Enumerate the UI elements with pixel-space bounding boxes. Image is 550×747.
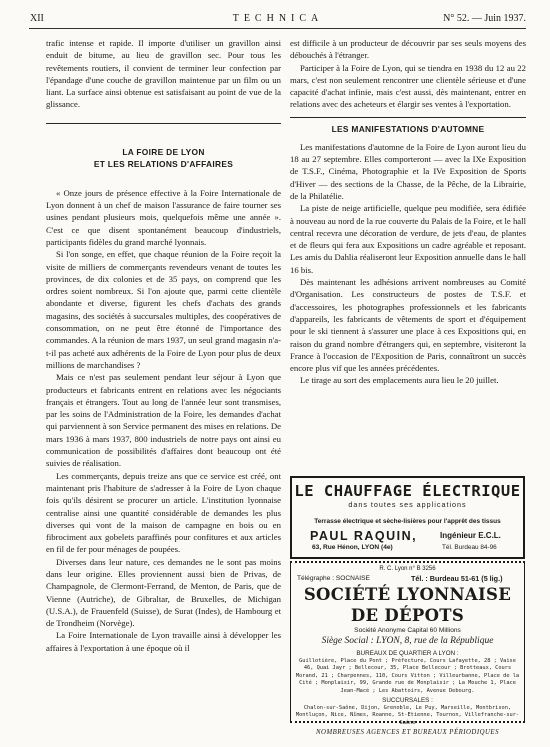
paragraph: « Onze jours de présence effective à la Foire Internationale de Lyon donnent à un chef de maison l'assurance de faire tourner ses usines pendant plusieurs mois, quelquefois même une année ». C'est ce que disent spontanément beaucoup d'industriels, participants fidèles du grand marché lyonnais. <box>46 187 281 247</box>
ad-address-row <box>292 543 523 553</box>
succursales-title: SUCCURSALES : <box>382 697 433 705</box>
advertisement-chauffage <box>290 476 525 559</box>
ad-tagline: dans toutes ses applications <box>348 500 467 509</box>
bank-name: SOCIÉTÉ LYONNAISE DE DÉPOTS <box>303 585 512 625</box>
journal-title: TECHNICA <box>232 13 324 24</box>
page-number: XII <box>30 13 44 24</box>
bank-footer: NOMBREUSES AGENCES ET BUREAUX PÉRIODIQUES <box>316 729 499 737</box>
ad-headline: LE CHAUFFAGE ÉLECTRIQUE <box>294 482 521 500</box>
right-column <box>290 37 526 387</box>
ad-qualification: Ingénieur E.C.L. <box>440 531 501 540</box>
section-title: LA FOIRE DE LYON <box>122 146 205 157</box>
paragraph: Dès maintenant les adhésions arrivent nombreuses au Comité d'Organisation. Les constructeurs de postes de T.S.F. et d'accessoires, les photographes professionnels et les fabricants d'appareils, les fabricants de vêtements de sport et d'équipement pour le ski tiennent à s'assurer une place à ces Expositions qui, en raison du grand nombre d'étrangers qui, en septembre, visiteront la France à l'occasion de l'Exposition de Paris, connaîtront un succès encore plus vif que les années précédentes. <box>290 277 526 374</box>
intro-paragraph: trafic intense et rapide. Il importe d'utiliser un gravillon ainsi enduit de bitume, au lieu de gravillon sec. Pour tous les revêtements routiers, il convient de terminer leur confection par l'épandage d'une couche de gravillon maintenue par un film ou un liant. La surface ainsi obtenue est satisfaisant au point de vue de la glissance. <box>46 38 281 110</box>
paragraph: Si l'on songe, en effet, que chaque réunion de la Foire reçoit la visite de milliers de commerçants revendeurs venant de toutes les provinces, de dix colonies et de 35 pays, on comprend que les ordres soient nombreux. Si l'on ajoute que, parmi cette clientèle abondante et diverse, figurent les chefs d'achats des grands magasins, des sociétés à succursales multiples, des coopératives de consommation, on ne peut être étonné de l'importance des commandes. A la réunion de mars 1937, un seul grand magasin n'a-t-il pas acheté aux adhérents de la Foire de Lyon pour plus de deux millions de marchandises ? <box>46 249 281 370</box>
header-rule <box>29 28 526 29</box>
ad-telephone: Tél. Burdeau 84-96 <box>442 544 497 551</box>
ad-contact-row <box>291 573 524 584</box>
paragraph: Participer à la Foire de Lyon, qui se tiendra en 1938 du 12 au 22 mars, c'est non seulement rencontrer une clientèle sérieuse et d'une capacité d'achat infinie, mais c'est aussi, dès maintenant, entrer en relations avec des acheteurs et élargir ses ventes à l'exportation. <box>290 62 526 110</box>
ad-line: Terrasse électrique et sèche-lisières pour l'apprêt des tissus <box>314 518 501 525</box>
ad-telephone: Tél. : Burdeau 51-61 (5 lig.) <box>411 574 503 583</box>
paragraph: Les manifestations d'automne de la Foire de Lyon auront lieu du 18 au 27 septembre. Elles comporteront — avec la IXe Exposition de T.S.F., Cinéma, Photographie et la IVe Exposition de Sports d'Hiver — des sections de la Chasse, de la Pêche, de la Librairie, de la Philatélie. <box>290 141 526 201</box>
paragraph: La piste de neige artificielle, quelque peu modifiée, sera édifiée à nouveau au nord de la rue couverte du Palais de la Foire, et le hall central recevra une décoration de verdure, de jets d'eau, de plantes et de fleurs qui fera aux Expositions un cadre agréable et reposant. Les amis du Dahlia réaliseront leur Exposition annuelle dans le hall 16 bis. <box>290 203 526 275</box>
running-header <box>30 11 526 27</box>
section-title: ET LES RELATIONS D'AFFAIRES <box>93 158 234 169</box>
bank-capital: Société Anonyme Capital 60 Millions <box>354 627 461 634</box>
left-column <box>46 37 281 654</box>
section-title: LES MANIFESTATIONS D'AUTOMNE <box>331 123 485 134</box>
bureaux-text: Guillotière, Place du Pont ; Préfecture, Cours Lafayette, 28 ; Vaise 46, Quai Jayr ; Bellecour, 35, Place Bellecour ; Brotteaux, Cours Morand, 21 ; Charpennes, 110, Cours Vitton ; Villeurbanne, Place de la Cité ; Monplaisir, 99, Grande rue de Monplaisir ; La Mouche 1, Place Jean-Macé ; Les Abattoirs, Avenue Debourg. <box>295 658 520 694</box>
bank-siege: Siège Social : LYON, 8, rue de la République <box>321 636 494 646</box>
ad-name-row <box>292 529 523 543</box>
paragraph: Le tirage au sort des emplacements aura lieu le 20 juillet. <box>300 375 499 386</box>
paragraph: Mais ce n'est pas seulement pendant leur séjour à Lyon que producteurs et fabricants entrent en relations avec les négociants français et étrangers. Tout au long de l'année leur sont transmises, par les soins de l'Administration de la Foire, les demandes d'achat qui parviennent à son Service permanent des mises en relations. De mars 1936 à mars 1937, 800 industriels de notre pays ont ainsi eu communication de possibilités d'affaires dont beaucoup ont été suivies de réalisation. <box>46 372 281 469</box>
ad-telegraphe: Télégraphe : SOCNAISE <box>297 575 370 582</box>
ad-registre: R. C. Lyon n° B 3256 <box>379 566 436 572</box>
intro-paragraph: est difficile à un producteur de découvrir par ses seuls moyens des débouchés à l'étranger. <box>290 38 526 61</box>
paragraph: Diverses dans leur nature, ces demandes ne le sont pas moins dans leur origine. Elles proviennent aussi bien de Privas, de Champagnole, de Clermont-Ferrand, de Menton, de Paris, que de Vienne (Autriche), de Gibraltar, de Bruxelles, de Michigan (U.S.A.), de Frauenfeld (Suisse), de Surat (Indes), de Hambourg et de Trondheim (Norvège). <box>46 556 281 629</box>
advertisement-bank <box>290 561 525 737</box>
bureaux-title: BUREAUX DE QUARTIER A LYON : <box>356 650 459 657</box>
ad-address: 63, Rue Hénon, LYON (4e) <box>312 544 393 551</box>
succursales-text: Chalon-sur-Saône, Dijon, Grenoble, Le Puy, Marseille, Montbrison, Montluçon, Nice, Nîmes, Roanne, St-Etienne, Tournon, Villefranche-sur-Saône <box>295 705 520 726</box>
paragraph: Les commerçants, depuis treize ans que ce service est créé, ont maintenant pris l'habiture de s'adresser à la Foire de Lyon chaque fois qu'ils désirent se procurer un article. L'institution lyonnaise centralise ainsi une quantité considérable de demandes les plus diverses qui vont de la maison de campagne en bois ou en fibrociment aux gobelets paraffinés pour confitures et aux articles en fil de fer pour ménages de poupées. <box>46 470 281 555</box>
ad-name: PAUL RAQUIN, <box>310 529 418 543</box>
issue-info: N° 52. — Juin 1937. <box>443 13 526 24</box>
paragraph: La Foire Internationale de Lyon travaille ainsi à développer les affaires à l'exportation à une époque où il <box>46 630 281 653</box>
